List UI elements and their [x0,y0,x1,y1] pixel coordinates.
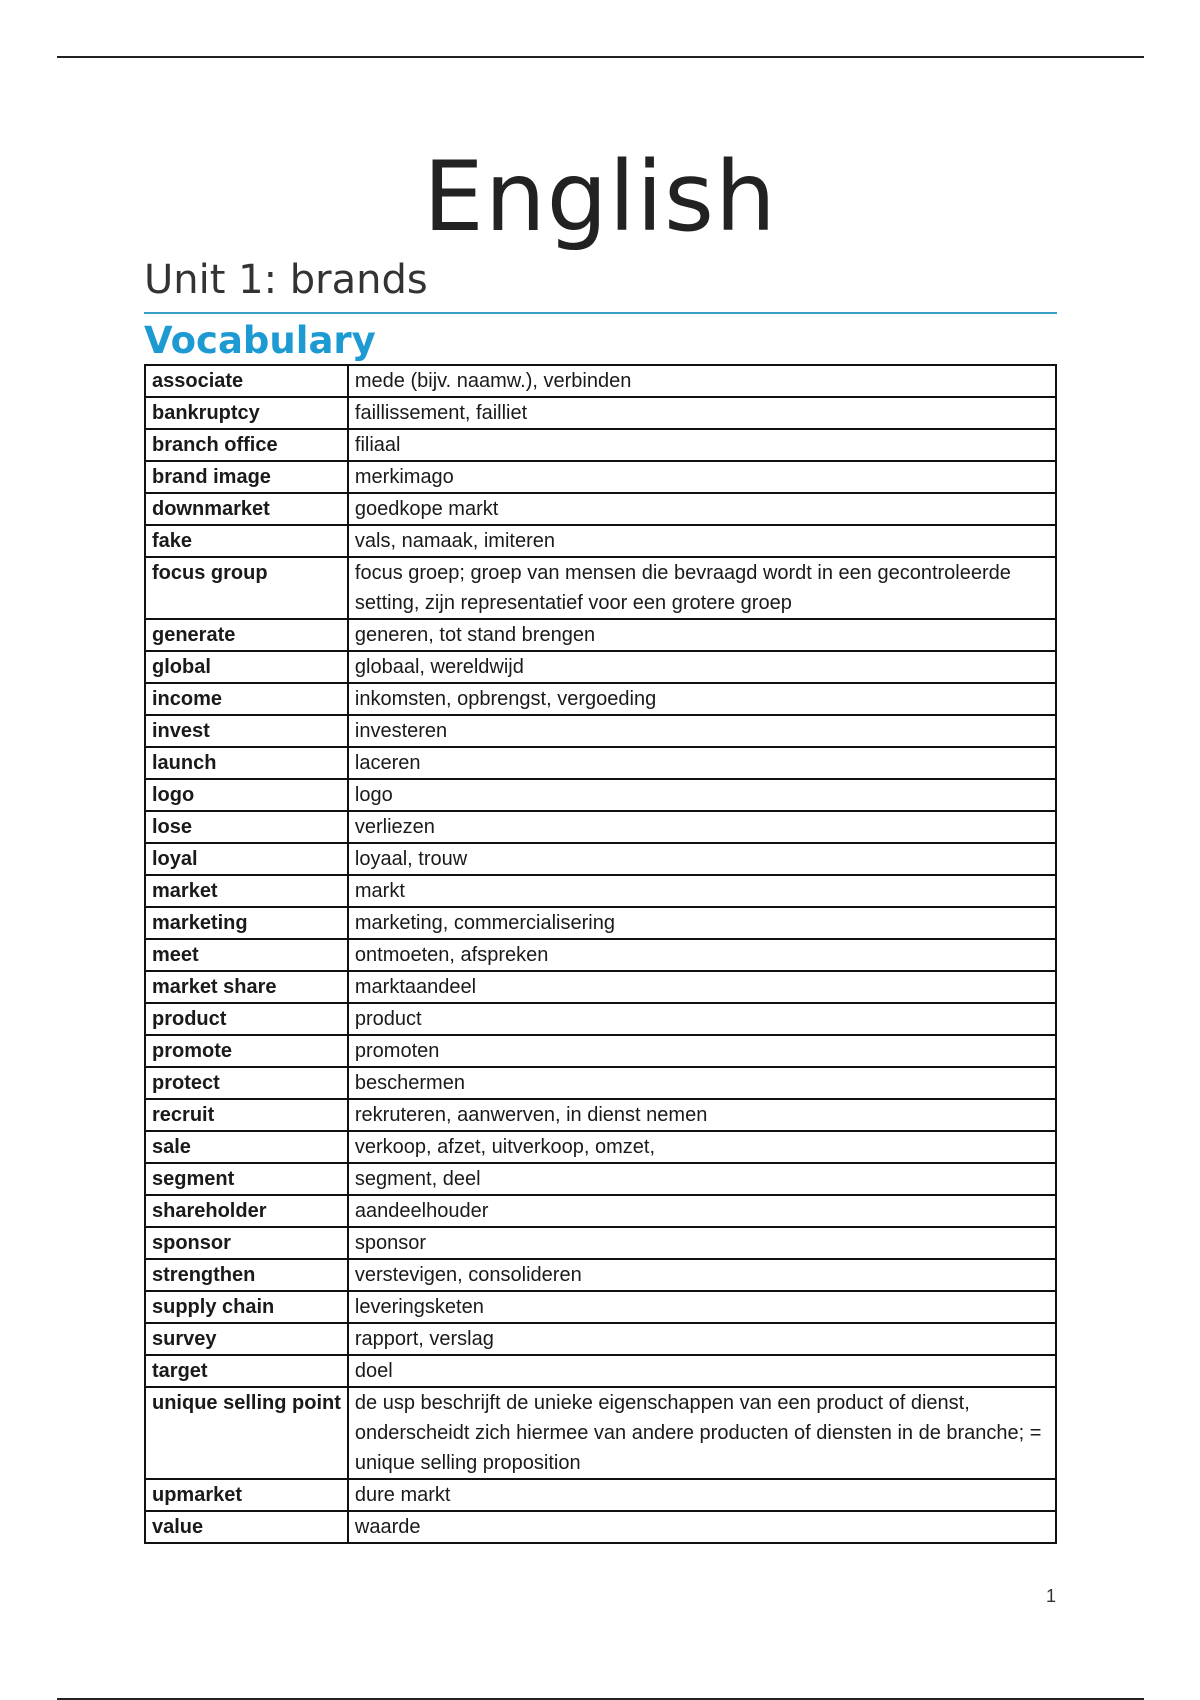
vocab-definition: laceren [348,747,1056,779]
vocab-term: protect [145,1067,348,1099]
vocab-term: market [145,875,348,907]
table-row [145,1323,1056,1355]
vocab-term: lose [145,811,348,843]
vocab-definition: verliezen [348,811,1056,843]
vocab-term: sponsor [145,1227,348,1259]
vocab-term: invest [145,715,348,747]
vocab-definition: filiaal [348,429,1056,461]
vocab-definition: aandeelhouder [348,1195,1056,1227]
vocabulary-table [144,364,1057,1544]
table-row [145,1355,1056,1387]
vocab-definition: de usp beschrijft de unieke eigenschappen van een product of dienst, onderscheidt zich hiermee van andere producten of diensten in de branche; = unique selling proposition [348,1387,1056,1479]
vocab-term: launch [145,747,348,779]
vocab-definition: focus groep; groep van mensen die bevraagd wordt in een gecontroleerde setting, zijn representatief voor een grotere groep [348,557,1056,619]
vocab-definition: marketing, commercialisering [348,907,1056,939]
vocab-definition: verkoop, afzet, uitverkoop, omzet, [348,1131,1056,1163]
vocab-definition: sponsor [348,1227,1056,1259]
vocab-definition: logo [348,779,1056,811]
vocab-term: sale [145,1131,348,1163]
vocab-term: meet [145,939,348,971]
table-row [145,1131,1056,1163]
table-row [145,525,1056,557]
table-row [145,557,1056,619]
unit-subtitle: Unit 1: brands [144,254,1057,314]
vocab-term: segment [145,1163,348,1195]
vocab-term: survey [145,1323,348,1355]
table-row [145,1479,1056,1511]
table-row [145,811,1056,843]
vocabulary-table-body [145,365,1056,1543]
vocab-definition: beschermen [348,1067,1056,1099]
vocab-term: downmarket [145,493,348,525]
table-row [145,875,1056,907]
vocab-definition: rekruteren, aanwerven, in dienst nemen [348,1099,1056,1131]
vocab-definition: marktaandeel [348,971,1056,1003]
vocab-term: bankruptcy [145,397,348,429]
vocab-term: income [145,683,348,715]
table-row [145,779,1056,811]
vocab-definition: waarde [348,1511,1056,1543]
vocab-term: supply chain [145,1291,348,1323]
vocab-term: recruit [145,1099,348,1131]
table-row [145,1291,1056,1323]
page-top-rule [57,56,1144,58]
table-row [145,971,1056,1003]
table-row [145,1163,1056,1195]
table-row [145,397,1056,429]
vocab-definition: generen, tot stand brengen [348,619,1056,651]
vocab-definition: verstevigen, consolideren [348,1259,1056,1291]
vocab-definition: vals, namaak, imiteren [348,525,1056,557]
vocab-definition: inkomsten, opbrengst, vergoeding [348,683,1056,715]
table-row [145,1227,1056,1259]
table-row [145,715,1056,747]
document-title: English [423,141,777,253]
vocab-definition: ontmoeten, afspreken [348,939,1056,971]
vocab-term: marketing [145,907,348,939]
vocab-term: shareholder [145,1195,348,1227]
table-row [145,939,1056,971]
table-row [145,461,1056,493]
vocab-term: associate [145,365,348,397]
vocab-term: fake [145,525,348,557]
table-row [145,907,1056,939]
table-row [145,651,1056,683]
vocab-term: global [145,651,348,683]
vocab-definition: leveringsketen [348,1291,1056,1323]
vocab-definition: segment, deel [348,1163,1056,1195]
vocab-term: unique selling point [145,1387,348,1479]
table-row [145,1035,1056,1067]
vocab-definition: dure markt [348,1479,1056,1511]
vocab-definition: investeren [348,715,1056,747]
vocab-definition: product [348,1003,1056,1035]
vocab-definition: goedkope markt [348,493,1056,525]
vocab-term: value [145,1511,348,1543]
table-row [145,365,1056,397]
table-row [145,1003,1056,1035]
table-row [145,683,1056,715]
vocab-definition: faillissement, failliet [348,397,1056,429]
vocab-term: promote [145,1035,348,1067]
vocab-definition: loyaal, trouw [348,843,1056,875]
table-row [145,747,1056,779]
vocab-term: upmarket [145,1479,348,1511]
vocab-term: focus group [145,557,348,619]
table-row [145,1099,1056,1131]
vocab-definition: doel [348,1355,1056,1387]
table-row [145,1511,1056,1543]
table-row [145,619,1056,651]
table-row [145,493,1056,525]
table-row [145,1195,1056,1227]
table-row [145,1259,1056,1291]
table-row [145,843,1056,875]
table-row [145,429,1056,461]
vocab-term: brand image [145,461,348,493]
vocab-definition: merkimago [348,461,1056,493]
vocab-term: strengthen [145,1259,348,1291]
vocab-definition: globaal, wereldwijd [348,651,1056,683]
vocab-term: market share [145,971,348,1003]
table-row [145,1387,1056,1479]
vocab-definition: markt [348,875,1056,907]
vocab-term: loyal [145,843,348,875]
vocab-definition: promoten [348,1035,1056,1067]
page-number: 1 [1045,1586,1056,1606]
vocab-term: product [145,1003,348,1035]
vocab-definition: mede (bijv. naamw.), verbinden [348,365,1056,397]
vocab-term: branch office [145,429,348,461]
vocab-term: target [145,1355,348,1387]
vocab-definition: rapport, verslag [348,1323,1056,1355]
vocab-term: generate [145,619,348,651]
table-row [145,1067,1056,1099]
vocab-term: logo [145,779,348,811]
section-heading: Vocabulary [144,319,376,362]
